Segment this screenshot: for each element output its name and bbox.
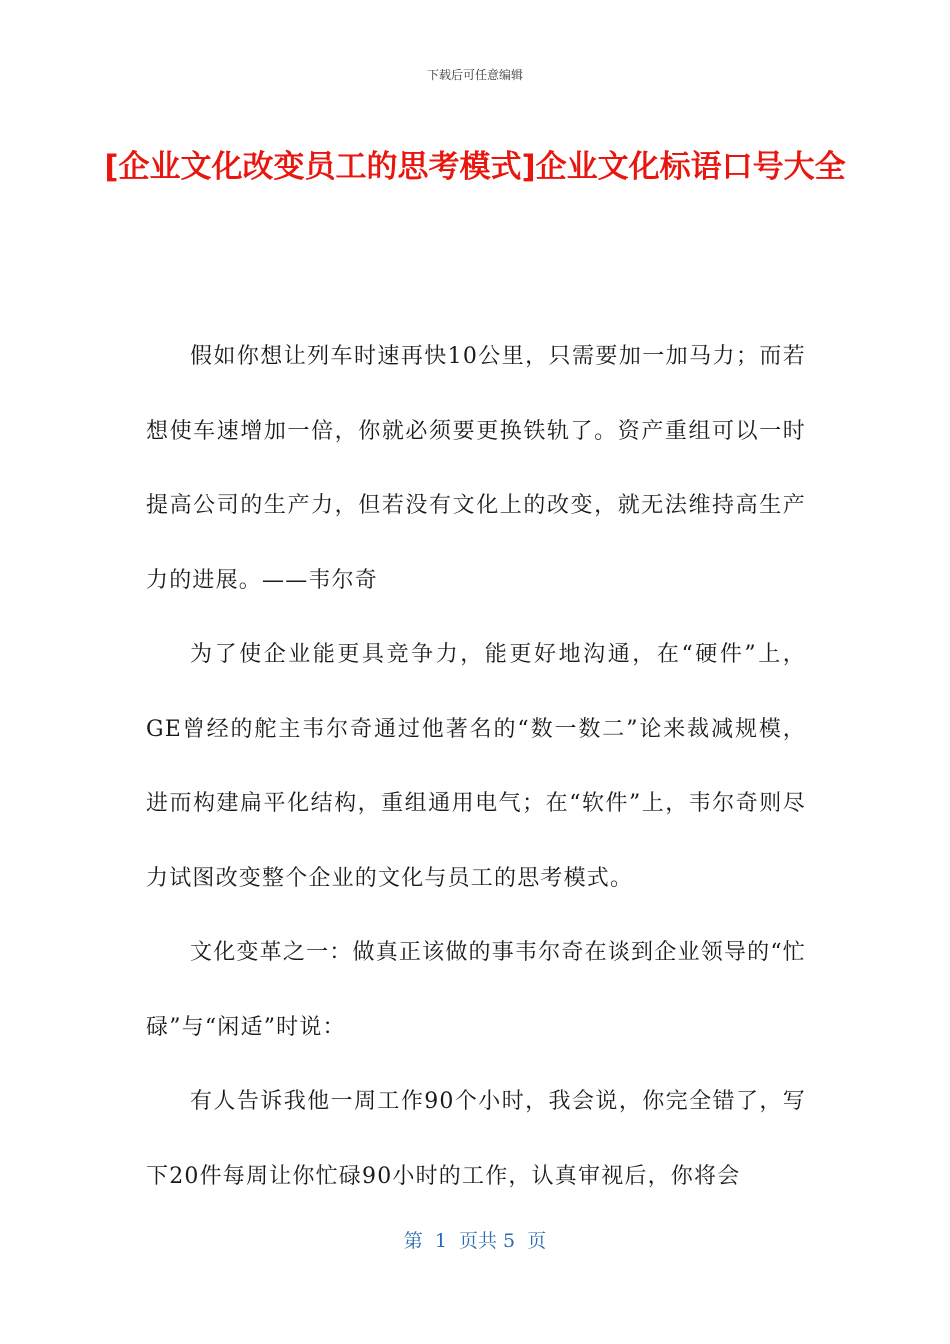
paragraph: 假如你想让列车时速再快10公里，只需要加一加马力；而若想使车速增加一倍，你就必须要更换铁轨了。资产重组可以一时提高公司的生产力，但若没有文化上的改变，就无法维持高生产力的进展。——韦尔奇 xyxy=(146,344,806,593)
paragraph: 为了使企业能更具竞争力，能更好地沟通，在“硬件”上，GE曾经的舵主韦尔奇通过他著名的“数一数二”论来裁减规模，进而构建扁平化结构，重组通用电气；在“软件”上，韦尔奇则尽力试图改变整个企业的文化与员工的思考模式。 xyxy=(146,642,806,891)
header-note: 下载后可任意编辑 xyxy=(426,68,523,82)
document-body xyxy=(146,320,806,1214)
paragraph: 有人告诉我他一周工作90个小时，我会说，你完全错了，写下20件每周让你忙碌90小时的工作，认真审视后，你将会 xyxy=(146,1089,806,1189)
document-title: [企业文化改变员工的思考模式]企业文化标语口号大全 xyxy=(104,149,846,185)
paragraph: 文化变革之一：做真正该做的事韦尔奇在谈到企业领导的“忙碌”与“闲适”时说： xyxy=(146,940,806,1040)
page-number-footer: 第 1 页共 5 页 xyxy=(403,1230,547,1252)
